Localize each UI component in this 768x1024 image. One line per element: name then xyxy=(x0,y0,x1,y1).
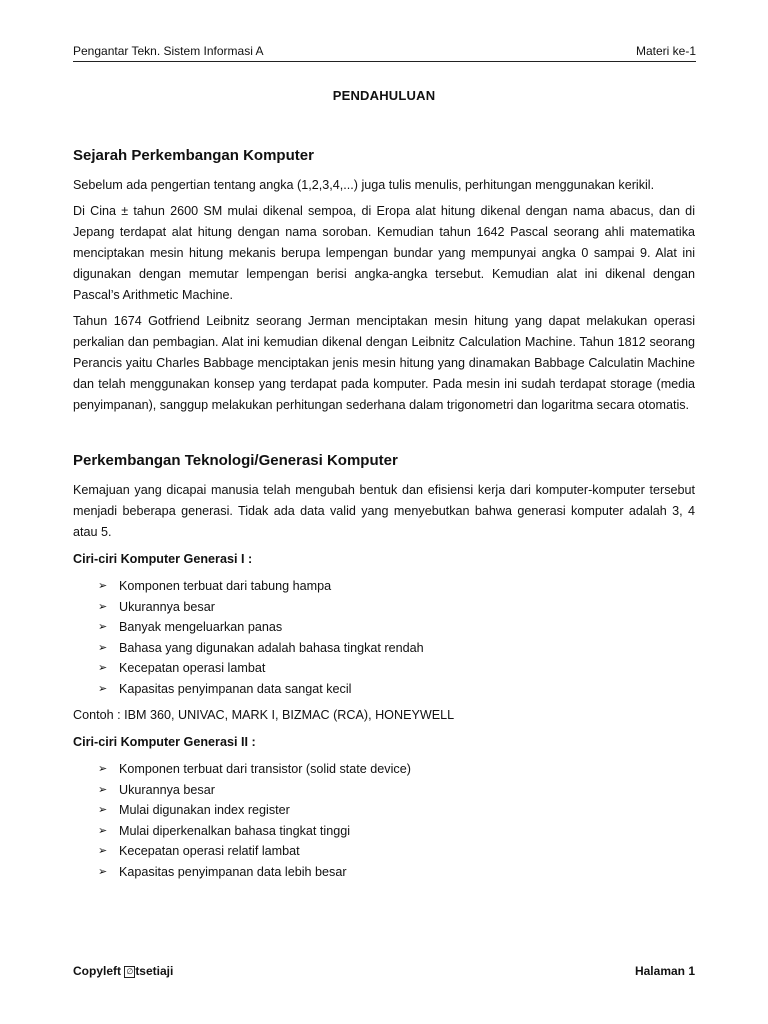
paragraph: Di Cina ± tahun 2600 SM mulai dikenal sempoa, di Eropa alat hitung dikenal dengan nama abacus, dan di Jepang terdapat alat hitung dengan nama soroban. Kemudian tahun 1642 Pascal seorang ahli matematika menciptakan mesin hitung mekanis berupa lempengan bundar yang mempunyai angka 0 sampai 9. Alat ini digunakan dengan memutar lempengan berisi angka-angka tersebut. Kemudian alat ini dikenal dengan Pascal’s Arithmetic Machine. xyxy=(73,204,695,302)
list-item-text: Mulai diperkenalkan bahasa tingkat tinggi xyxy=(119,823,351,838)
list-item-text: Komponen terbuat dari transistor (solid state device) xyxy=(119,762,411,776)
arrow-bullet-icon: ➢ xyxy=(98,682,108,695)
arrow-bullet-icon: ➢ xyxy=(98,662,108,674)
list-item-text: Kecepatan operasi lambat xyxy=(119,661,266,675)
gen1-examples: Contoh : IBM 360, UNIVAC, MARK I, BIZMAC (RCA), HONEYWELL xyxy=(73,708,455,722)
arrow-bullet-icon: ➢ xyxy=(98,804,108,816)
paragraph: Kemajuan yang dicapai manusia telah mengubah bentuk dan efisiensi kerja dari komputer-komputer tersebut menjadi beberapa generasi. Tidak ada data valid yang menyebutkan bahwa generasi komputer adalah 3, 4 atau 5. xyxy=(73,483,695,539)
list-item xyxy=(73,597,695,618)
arrow-bullet-icon: ➢ xyxy=(98,641,108,654)
list-item xyxy=(73,638,695,659)
arrow-bullet-icon: ➢ xyxy=(98,824,108,837)
list-item xyxy=(73,576,695,597)
paragraph: Sebelum ada pengertian tentang angka (1,2,3,4,...) juga tulis menulis, perhitungan menggunakan kerikil. xyxy=(73,178,655,192)
list-item-text: Bahasa yang digunakan adalah bahasa tingkat rendah xyxy=(119,640,424,655)
section-heading-generations: Perkembangan Teknologi/Generasi Komputer xyxy=(73,452,398,469)
list-item xyxy=(73,679,695,700)
list-item-text: Mulai digunakan index register xyxy=(119,803,290,817)
list-item-text: Ukurannya besar xyxy=(119,599,215,614)
list-item-text: Kapasitas penyimpanan data lebih besar xyxy=(119,864,347,879)
footer-author: tsetiaji xyxy=(135,964,174,978)
paragraph: Tahun 1674 Gotfriend Leibnitz seorang Jerman menciptakan mesin hitung yang dapat melakukan operasi perkalian dan pembagian. Alat ini kemudian dikenal dengan Leibnitz Calculation Machine. Tahun 1812 seorang Perancis yaitu Charles Babbage menciptakan jenis mesin hitung yang dinamakan Babbage Calculatin Machine dan telah menggunakan konsep yang terdapat pada komputer. Pada mesin ini sudah terdapat storage (media penyimpanan), sanggup melakukan perhitungan sederhana dalam trigonometri dan logaritma secara otomatis. xyxy=(73,314,695,412)
arrow-bullet-icon: ➢ xyxy=(98,783,108,796)
list-item xyxy=(73,841,695,862)
list-item xyxy=(73,617,695,638)
list-item-text: Ukurannya besar xyxy=(119,782,215,797)
list-item-text: Banyak mengeluarkan panas xyxy=(119,620,283,634)
page-header xyxy=(73,44,696,62)
document-body xyxy=(73,146,695,888)
document-title: PENDAHULUAN xyxy=(332,88,436,103)
missing-glyph-icon: ∅ xyxy=(126,967,134,976)
header-material-number: Materi ke-1 xyxy=(635,44,696,58)
arrow-bullet-icon: ➢ xyxy=(98,600,108,613)
arrow-bullet-icon: ➢ xyxy=(98,580,108,592)
header-course-title: Pengantar Tekn. Sistem Informasi A xyxy=(73,44,264,58)
footer-copyleft-prefix: Copyleft xyxy=(73,964,125,978)
spacer xyxy=(73,421,695,451)
section-heading-history: Sejarah Perkembangan Komputer xyxy=(73,147,314,164)
arrow-bullet-icon: ➢ xyxy=(98,621,108,633)
arrow-bullet-icon: ➢ xyxy=(98,865,108,878)
arrow-bullet-icon: ➢ xyxy=(98,845,108,857)
gen1-heading: Ciri-ciri Komputer Generasi I : xyxy=(73,552,253,566)
list-item-text: Komponen terbuat dari tabung hampa xyxy=(119,579,332,593)
gen2-list xyxy=(73,759,695,882)
gen2-heading: Ciri-ciri Komputer Generasi II : xyxy=(73,735,256,749)
list-item-text: Kapasitas penyimpanan data sangat kecil xyxy=(119,681,352,696)
footer-page-number: Halaman 1 xyxy=(634,964,695,978)
list-item xyxy=(73,658,695,679)
footer-copyleft xyxy=(73,964,173,978)
list-item xyxy=(73,800,695,821)
list-item xyxy=(73,862,695,883)
list-item xyxy=(73,821,695,842)
list-item xyxy=(73,759,695,780)
gen1-list xyxy=(73,576,695,699)
list-item-text: Kecepatan operasi relatif lambat xyxy=(119,844,300,858)
arrow-bullet-icon: ➢ xyxy=(98,763,108,775)
list-item xyxy=(73,780,695,801)
